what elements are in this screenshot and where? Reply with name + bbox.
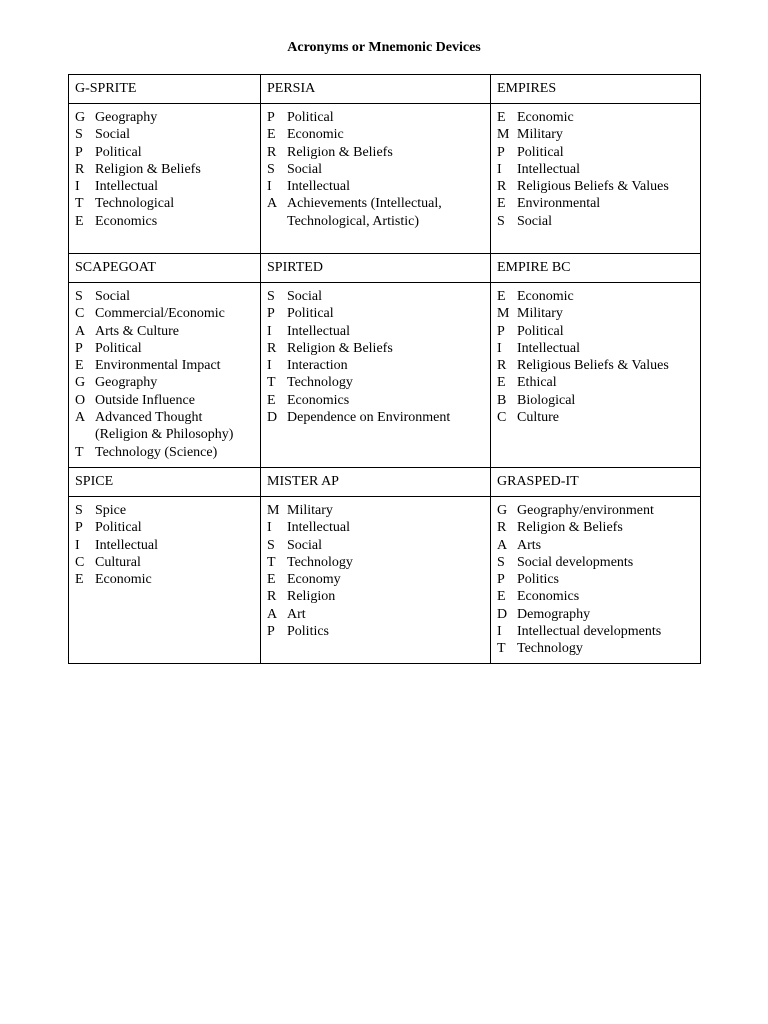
list-item xyxy=(497,195,694,212)
list-item xyxy=(75,444,254,461)
item-letter: I xyxy=(497,624,502,640)
list-item xyxy=(267,554,484,571)
list-item xyxy=(267,305,484,322)
item-letter: S xyxy=(267,537,275,553)
list-item xyxy=(497,288,694,305)
item-meaning: Social developments xyxy=(517,554,634,570)
item-meaning: Culture xyxy=(517,410,559,426)
acronym-heading: SPIRTED xyxy=(261,254,491,283)
item-meaning: Intellectual xyxy=(517,340,580,356)
item-letter: I xyxy=(497,340,502,356)
content-row xyxy=(69,497,701,664)
item-letter: T xyxy=(497,641,506,657)
item-letter: S xyxy=(75,127,83,143)
item-letter: P xyxy=(75,340,83,356)
item-letter: A xyxy=(75,323,86,339)
item-meaning: Economic xyxy=(95,572,152,588)
item-letter: P xyxy=(267,624,275,640)
list-item xyxy=(497,323,694,340)
item-letter: P xyxy=(267,110,275,125)
list-item xyxy=(267,357,484,374)
item-letter: I xyxy=(75,537,80,553)
item-letter: T xyxy=(267,554,276,570)
item-meaning: Achievements (Intellectual, Technological, Artistic) xyxy=(287,196,442,229)
mnemonic-table xyxy=(68,74,701,664)
list-item xyxy=(267,588,484,605)
item-letter: C xyxy=(497,410,507,426)
list-item xyxy=(267,571,484,588)
list-item xyxy=(267,288,484,305)
item-meaning: Technological xyxy=(95,196,175,212)
item-letter: E xyxy=(497,289,506,304)
item-letter: P xyxy=(497,323,505,339)
list-item xyxy=(75,392,254,409)
item-letter: I xyxy=(75,179,80,195)
item-letter: P xyxy=(75,144,83,160)
item-meaning: Economics xyxy=(287,392,350,408)
item-letter: I xyxy=(267,179,272,195)
item-meaning: Intellectual xyxy=(287,179,350,195)
list-item xyxy=(267,409,484,426)
item-letter: S xyxy=(267,289,275,304)
list-item xyxy=(75,502,254,519)
item-meaning: Economic xyxy=(517,289,574,304)
item-letter: P xyxy=(497,144,505,160)
item-meaning: Spice xyxy=(95,503,127,518)
list-item xyxy=(497,305,694,322)
heading-row xyxy=(69,75,701,104)
list-item xyxy=(497,357,694,374)
item-meaning: Arts xyxy=(517,537,542,553)
item-letter: E xyxy=(497,110,506,125)
acronym-list xyxy=(491,283,701,468)
list-item xyxy=(267,109,484,126)
item-letter: M xyxy=(497,306,510,322)
item-letter: G xyxy=(497,503,508,518)
item-letter: E xyxy=(75,572,84,588)
item-meaning: Technology xyxy=(287,554,353,570)
list-item xyxy=(75,144,254,161)
item-letter: B xyxy=(497,392,507,408)
item-meaning: Social xyxy=(287,161,322,177)
item-meaning: Interaction xyxy=(287,358,348,374)
item-letter: E xyxy=(267,127,276,143)
item-meaning: Economic xyxy=(517,110,574,125)
item-meaning: Religion & Beliefs xyxy=(287,144,393,160)
item-letter: E xyxy=(75,213,84,229)
list-item xyxy=(497,623,694,640)
list-item xyxy=(497,640,694,657)
item-meaning: Military xyxy=(517,127,563,143)
list-item xyxy=(75,357,254,374)
list-item xyxy=(75,340,254,357)
item-meaning: Religious Beliefs & Values xyxy=(517,179,669,195)
item-meaning: Religious Beliefs & Values xyxy=(517,358,669,374)
list-item xyxy=(497,537,694,554)
item-meaning: Religion xyxy=(287,589,336,605)
item-meaning: Demography xyxy=(517,606,591,622)
item-letter: I xyxy=(267,323,272,339)
item-letter: R xyxy=(75,161,85,177)
item-meaning: Intellectual xyxy=(287,520,350,536)
list-item xyxy=(267,519,484,536)
item-letter: S xyxy=(267,161,275,177)
list-item xyxy=(497,502,694,519)
list-item xyxy=(497,519,694,536)
acronym-list xyxy=(491,104,701,254)
item-meaning: Intellectual xyxy=(287,323,350,339)
item-letter: A xyxy=(497,537,508,553)
item-meaning: Intellectual xyxy=(517,161,580,177)
list-item xyxy=(75,126,254,143)
item-meaning: Social xyxy=(287,289,322,304)
list-item xyxy=(267,126,484,143)
acronym-list xyxy=(261,104,491,254)
item-meaning: Technology xyxy=(517,641,583,657)
list-item xyxy=(75,554,254,571)
list-item xyxy=(75,519,254,536)
item-meaning: Social xyxy=(95,127,130,143)
item-letter: O xyxy=(75,392,86,408)
list-item xyxy=(497,161,694,178)
content-row xyxy=(69,283,701,468)
item-letter: I xyxy=(497,161,502,177)
list-item xyxy=(75,323,254,340)
item-meaning: Political xyxy=(95,520,142,536)
list-item xyxy=(497,178,694,195)
acronym-heading: PERSIA xyxy=(261,75,491,104)
item-meaning: Dependence on Environment xyxy=(287,410,451,426)
item-meaning: Political xyxy=(95,144,142,160)
list-item xyxy=(267,502,484,519)
item-letter: R xyxy=(267,144,277,160)
item-letter: C xyxy=(75,306,85,322)
item-letter: R xyxy=(267,340,277,356)
item-letter: I xyxy=(267,520,272,536)
item-meaning: Religion & Beliefs xyxy=(287,340,393,356)
list-item xyxy=(497,606,694,623)
list-item xyxy=(267,195,484,230)
item-meaning: Political xyxy=(287,110,334,125)
list-item xyxy=(75,374,254,391)
acronym-heading: MISTER AP xyxy=(261,468,491,497)
acronym-list xyxy=(491,497,701,664)
item-letter: D xyxy=(497,606,508,622)
item-letter: G xyxy=(75,375,86,391)
acronym-list xyxy=(69,497,261,664)
list-item xyxy=(75,305,254,322)
list-item xyxy=(267,161,484,178)
acronym-list xyxy=(69,283,261,468)
item-letter: E xyxy=(267,572,276,588)
item-letter: T xyxy=(75,196,84,212)
item-meaning: Social xyxy=(287,537,322,553)
item-letter: C xyxy=(75,554,85,570)
list-item xyxy=(497,340,694,357)
list-item xyxy=(75,109,254,126)
list-item xyxy=(75,178,254,195)
list-item xyxy=(497,144,694,161)
list-item xyxy=(267,392,484,409)
item-letter: T xyxy=(75,444,84,460)
item-meaning: Geography/environment xyxy=(517,503,654,518)
item-meaning: Geography xyxy=(95,375,158,391)
item-meaning: Ethical xyxy=(517,375,557,391)
list-item xyxy=(75,288,254,305)
item-letter: P xyxy=(497,572,505,588)
item-meaning: Commercial/Economic xyxy=(95,306,225,322)
item-meaning: Biological xyxy=(517,392,576,408)
list-item xyxy=(497,213,694,230)
item-meaning: Environmental Impact xyxy=(95,358,221,374)
item-meaning: Outside Influence xyxy=(95,392,195,408)
item-meaning: Economy xyxy=(287,572,341,588)
item-meaning: Military xyxy=(517,306,563,322)
list-item xyxy=(497,588,694,605)
item-letter: A xyxy=(267,196,278,212)
item-meaning: Religion & Beliefs xyxy=(517,520,623,536)
list-item xyxy=(267,323,484,340)
item-meaning: Economics xyxy=(517,589,580,605)
acronym-heading: SCAPEGOAT xyxy=(69,254,261,283)
item-letter: R xyxy=(267,589,277,605)
item-meaning: Geography xyxy=(95,110,158,125)
list-item xyxy=(267,144,484,161)
acronym-heading: GRASPED-IT xyxy=(491,468,701,497)
content-row xyxy=(69,104,701,254)
item-letter: R xyxy=(497,179,507,195)
item-letter: A xyxy=(75,410,86,426)
item-meaning: Politics xyxy=(517,572,560,588)
item-letter: E xyxy=(497,375,506,391)
item-letter: M xyxy=(497,127,510,143)
list-item xyxy=(267,340,484,357)
acronym-heading: EMPIRE BC xyxy=(491,254,701,283)
item-letter: T xyxy=(267,375,276,391)
item-meaning: Political xyxy=(517,144,564,160)
list-item xyxy=(75,409,254,444)
item-meaning: Intellectual xyxy=(95,537,158,553)
list-item xyxy=(75,537,254,554)
item-letter: S xyxy=(497,554,505,570)
list-item xyxy=(267,178,484,195)
list-item xyxy=(75,213,254,230)
item-letter: A xyxy=(267,606,278,622)
item-letter: M xyxy=(267,503,280,518)
item-meaning: Intellectual developments xyxy=(517,624,662,640)
acronym-heading: G-SPRITE xyxy=(69,75,261,104)
list-item xyxy=(267,623,484,640)
list-item xyxy=(75,195,254,212)
item-letter: R xyxy=(497,520,507,536)
item-meaning: Social xyxy=(95,289,130,304)
item-meaning: Technology xyxy=(287,375,353,391)
item-meaning: Economic xyxy=(287,127,344,143)
acronym-list xyxy=(69,104,261,254)
item-letter: S xyxy=(497,213,505,229)
heading-row xyxy=(69,468,701,497)
item-meaning: Cultural xyxy=(95,554,141,570)
list-item xyxy=(75,161,254,178)
page-title: Acronyms or Mnemonic Devices xyxy=(287,40,481,55)
item-meaning: Economics xyxy=(95,213,158,229)
item-meaning: Intellectual xyxy=(95,179,158,195)
item-letter: E xyxy=(497,196,506,212)
list-item xyxy=(497,374,694,391)
item-meaning: Politics xyxy=(287,624,330,640)
item-meaning: Technology (Science) xyxy=(95,444,218,460)
item-letter: I xyxy=(267,358,272,374)
list-item xyxy=(497,571,694,588)
list-item xyxy=(75,571,254,588)
item-letter: S xyxy=(75,503,83,518)
item-meaning: Political xyxy=(287,306,334,322)
heading-row xyxy=(69,254,701,283)
item-meaning: Art xyxy=(287,606,306,622)
item-meaning: Environmental xyxy=(517,196,601,212)
item-letter: E xyxy=(75,358,84,374)
item-letter: S xyxy=(75,289,83,304)
item-meaning: Military xyxy=(287,503,333,518)
item-letter: P xyxy=(75,520,83,536)
item-letter: G xyxy=(75,110,86,125)
acronym-heading: SPICE xyxy=(69,468,261,497)
item-letter: E xyxy=(267,392,276,408)
list-item xyxy=(497,409,694,426)
item-letter: R xyxy=(497,358,507,374)
list-item xyxy=(497,554,694,571)
list-item xyxy=(497,126,694,143)
item-letter: D xyxy=(267,410,278,426)
acronym-list xyxy=(261,283,491,468)
acronym-list xyxy=(261,497,491,664)
list-item xyxy=(267,374,484,391)
list-item xyxy=(497,109,694,126)
item-meaning: Arts & Culture xyxy=(95,323,179,339)
list-item xyxy=(267,606,484,623)
item-meaning: Political xyxy=(517,323,564,339)
item-meaning: Advanced Thought (Religion & Philosophy) xyxy=(95,410,234,443)
list-item xyxy=(267,537,484,554)
list-item xyxy=(497,392,694,409)
item-letter: E xyxy=(497,589,506,605)
item-letter: P xyxy=(267,306,275,322)
acronym-heading: EMPIRES xyxy=(491,75,701,104)
item-meaning: Political xyxy=(95,340,142,356)
item-meaning: Religion & Beliefs xyxy=(95,161,201,177)
item-meaning: Social xyxy=(517,213,552,229)
